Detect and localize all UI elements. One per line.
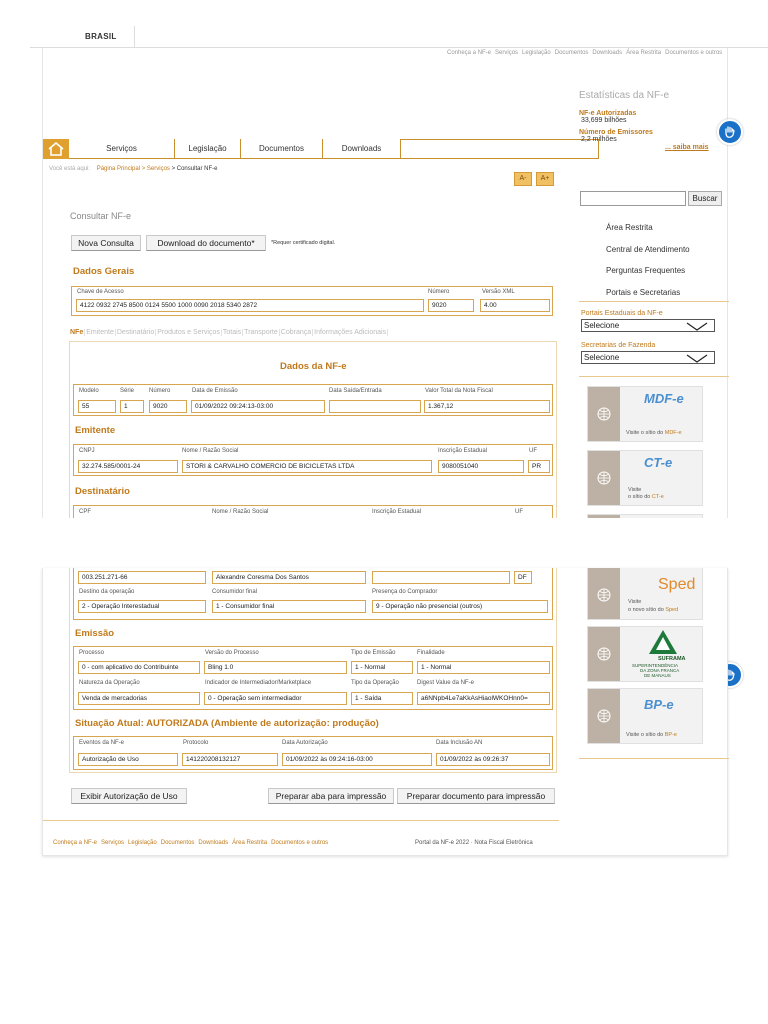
natureza-label: Natureza da Operação (79, 680, 140, 686)
finalidade-value: 1 - Normal (417, 661, 550, 674)
globe-icon (597, 588, 611, 602)
dados-gerais-box (71, 286, 553, 316)
breadcrumb-home[interactable]: Página Principal (96, 166, 141, 172)
accessibility-button[interactable] (717, 119, 743, 145)
consumidor-value: 1 - Consumidor final (212, 600, 366, 613)
brand-label[interactable]: BRASIL (85, 32, 117, 41)
secretarias-select[interactable] (581, 351, 715, 364)
serie-value: 1 (120, 400, 144, 413)
protocolo-value: 141220208132127 (182, 753, 278, 766)
cte-banner[interactable] (587, 450, 703, 506)
tab-informacoes[interactable]: Informações Adicionais (314, 329, 387, 336)
numero-label: Número (428, 289, 450, 295)
suframa-caption-1: SUPERINTENDÊNCIA (632, 663, 679, 668)
data-inclusao-value: 01/09/2022 às 09:26:37 (436, 753, 550, 766)
footer-links (53, 840, 332, 846)
bpe-caption-text: Visite o sítio do (626, 732, 664, 738)
versao-value: 4.00 (480, 299, 550, 312)
download-button[interactable]: Download do documento* (146, 235, 266, 251)
divider (579, 376, 729, 377)
cte-caption-hl: CT-e (651, 494, 664, 500)
sped-banner[interactable] (587, 568, 703, 620)
destinatario-box (73, 568, 553, 620)
situacao-box (73, 736, 553, 770)
preparar-aba-button[interactable]: Preparar aba para impressão (268, 788, 394, 804)
cte-caption-text: o sítio do (628, 494, 651, 500)
destinatario-box-top (73, 505, 553, 518)
breadcrumb-prefix: Você está aqui: (49, 166, 91, 172)
tipo-operacao-value: 1 - Saída (351, 692, 413, 705)
data-autorizacao-value: 01/09/2022 às 09:24:16-03:00 (282, 753, 432, 766)
dados-gerais-title: Dados Gerais (73, 266, 135, 277)
dest-razao-value: Alexandre Coresma Dos Santos (212, 571, 366, 584)
secretarias-label: Secretarias de Fazenda (581, 342, 656, 349)
finalidade-label: Finalidade (417, 650, 445, 656)
mdfe-banner[interactable] (587, 386, 703, 442)
top-link[interactable]: Área Restrita (626, 50, 662, 56)
nova-consulta-button[interactable]: Nova Consulta (71, 235, 141, 251)
tipo-operacao-label: Tipo da Operação (351, 680, 399, 686)
suframa-caption-2: DA ZONA FRANCA (640, 668, 680, 673)
dest-ie-value (372, 571, 510, 584)
modelo-value: 55 (78, 400, 116, 413)
intermediador-label: Indicador de Intermediador/Marketplace (205, 680, 312, 686)
sped-caption-2 (628, 607, 678, 613)
search-button[interactable]: Buscar (688, 191, 722, 206)
footer-copyright: Portal da NF-e 2022 · Nota Fiscal Eletrônica (415, 840, 533, 846)
eventos-label: Eventos da NF-e (79, 740, 125, 746)
footer-link[interactable]: Serviços (101, 840, 125, 846)
consumidor-label: Consumidor final (212, 589, 258, 595)
menu-central-atendimento[interactable]: Central de Atendimento (606, 245, 690, 254)
tab-emitente[interactable]: Emitente (86, 329, 114, 336)
footer-link[interactable]: Documentos e outros (271, 840, 329, 846)
eventos-value: Autorização de Uso (78, 753, 178, 766)
sped-caption-text: o novo sítio do (628, 607, 664, 613)
cnpj-value: 32.274.585/0001-24 (78, 460, 178, 473)
footer-link[interactable]: Downloads (198, 840, 229, 846)
razao-value: STORI & CARVALHO COMERCIO DE BICICLETAS LTDA (182, 460, 432, 473)
sped-caption-hl: Sped (665, 607, 679, 613)
suframa-caption-3: DE MANAUS (644, 673, 671, 678)
uf-label: UF (529, 448, 537, 454)
footer-link[interactable]: Documentos (160, 840, 195, 846)
versao-processo-label: Versão do Processo (205, 650, 259, 656)
serie-label: Série (120, 388, 135, 394)
cpf-label: CPF (79, 509, 91, 515)
footer-link[interactable]: Conheça a NF-e (53, 840, 98, 846)
nav-servicos[interactable]: Serviços (69, 139, 175, 158)
tab-totais[interactable]: Totais (222, 329, 242, 336)
top-link[interactable]: Documentos (554, 50, 589, 56)
mdfe-logo: MDF-e (644, 391, 684, 406)
emissao-box (73, 646, 553, 710)
top-links (447, 50, 726, 56)
menu-perguntas[interactable]: Perguntas Frequentes (606, 266, 686, 275)
search-input[interactable] (580, 191, 686, 206)
emissao-value: 01/09/2022 09:24:13-03:00 (191, 400, 325, 413)
emissores-label: Número de Emissores (579, 129, 653, 136)
mdfe-caption (626, 430, 682, 436)
globe-icon (597, 471, 611, 485)
emissao-title: Emissão (75, 628, 115, 639)
mdfe-caption-text: Visite o sítio do (626, 430, 664, 436)
numero-value: 9020 (428, 299, 474, 312)
dados-nfe-title: Dados da NF-e (280, 361, 347, 372)
suframa-logo: SUFRAMA (658, 656, 686, 662)
cpf-value: 003.251.271-66 (78, 571, 206, 584)
home-button[interactable] (43, 139, 69, 159)
chevron-down-icon (686, 354, 708, 363)
processo-value: 0 - com aplicativo do Contribuinte (78, 661, 200, 674)
chave-value: 4122 0932 2745 8500 0124 5500 1000 0090 2018 5340 2872 (76, 299, 424, 312)
dest-ie-label: Inscrição Estadual (372, 509, 422, 515)
top-link[interactable]: Serviços (495, 50, 519, 56)
processo-label: Processo (79, 650, 105, 656)
banner-strip (588, 387, 620, 441)
numero-label: Número (149, 388, 171, 394)
stats-title: Estatísticas da NF-e (579, 90, 670, 101)
home-icon (48, 142, 64, 156)
ie-label: Inscrição Estadual (438, 448, 488, 454)
dest-razao-label: Nome / Razão Social (212, 509, 269, 515)
hand-icon (723, 125, 737, 139)
nav-legislacao[interactable]: Legislação (175, 139, 241, 158)
nav-downloads[interactable]: Downloads (323, 139, 401, 158)
situacao-title: Situação Atual: AUTORIZADA (Ambiente de autorização: produção) (75, 718, 379, 729)
portais-select-value: Selecione (584, 321, 620, 330)
suframa-banner[interactable] (587, 626, 703, 682)
page-title: Consultar NF-e (70, 211, 132, 221)
dados-nfe-box (73, 384, 553, 416)
top-link[interactable]: Conheça a NF-e (447, 50, 492, 56)
top-link[interactable]: Documentos e outros (665, 50, 723, 56)
chevron-down-icon (686, 322, 708, 331)
tab-destinatario[interactable]: Destinatário (116, 329, 155, 336)
banner-strip (588, 515, 620, 518)
bpe-caption-hl: BP-e (664, 732, 677, 738)
emitente-title: Emitente (75, 425, 116, 436)
cte-logo: CT-e (644, 455, 673, 470)
tipo-emissao-label: Tipo de Emissão (351, 650, 396, 656)
gov-bar (0, 22, 768, 48)
dest-uf-value: DF (514, 571, 532, 584)
sidebar-stats (579, 90, 729, 151)
saiba-mais-link[interactable]: ... saiba mais (665, 144, 709, 151)
intermediador-value: 0 - Operação sem intermediador (204, 692, 347, 705)
tab-nfe[interactable]: NFe (70, 329, 84, 336)
data-inclusao-label: Data Inclusão AN (436, 740, 483, 746)
data-autorizacao-label: Data Autorização (282, 740, 328, 746)
globe-icon (597, 709, 611, 723)
tab-transporte[interactable]: Transporte (244, 329, 278, 336)
banner-strip (588, 451, 620, 505)
bpe-logo: BP-e (644, 697, 674, 712)
modelo-label: Modelo (79, 388, 99, 394)
autorizadas-label: NF-e Autorizadas (579, 110, 637, 117)
digest-label: Digest Value da NF-e (417, 680, 474, 686)
sped-caption-1: Visite (628, 599, 642, 605)
numero-value: 9020 (149, 400, 187, 413)
main-nav (43, 139, 599, 159)
dest-uf-label: UF (515, 509, 523, 515)
banner-strip (588, 568, 620, 619)
autorizadas-value: 33,699 bilhões (581, 117, 627, 124)
breadcrumb (49, 166, 217, 172)
portais-label: Portais Estaduais da NF-e (581, 310, 663, 317)
natureza-value: Venda de mercadorias (78, 692, 200, 705)
page-bottom (42, 568, 728, 856)
tab-cobranca[interactable]: Cobrança (280, 329, 312, 336)
globe-icon (597, 647, 611, 661)
bpe-caption (626, 732, 677, 738)
divider (134, 26, 135, 48)
versao-processo-value: Bling 1.0 (204, 661, 347, 674)
cte-caption-1: Visite (628, 487, 642, 493)
valor-total-label: Valor Total da Nota Fiscal (425, 388, 493, 394)
nav-spacer (401, 139, 599, 158)
divider (579, 301, 729, 302)
uf-value: PR (528, 460, 550, 473)
exibir-autorizacao-button[interactable]: Exibir Autorização de Uso (71, 788, 187, 804)
valor-total-value: 1.367,12 (424, 400, 550, 413)
versao-label: Versão XML (482, 289, 515, 295)
emissores-value: 2,2 milhões (581, 136, 617, 143)
bpe-banner[interactable] (587, 688, 703, 744)
banner-strip (588, 627, 620, 681)
divider (579, 758, 729, 759)
globe-icon (597, 407, 611, 421)
menu-portais[interactable]: Portais e Secretarias (606, 288, 681, 297)
destino-label: Destino da operação (79, 589, 135, 595)
suframa-logo-icon (648, 629, 678, 655)
sped-logo: Sped (658, 576, 696, 593)
cert-note: *Requer certificado digital. (271, 240, 336, 246)
protocolo-label: Protocolo (183, 740, 209, 746)
chave-label: Chave de Acesso (77, 289, 124, 295)
destino-value: 2 - Operação Interestadual (78, 600, 206, 613)
footer-link[interactable]: Área Restrita (232, 840, 268, 846)
emissao-label: Data de Emissão (192, 388, 238, 394)
cnpj-label: CNPJ (79, 448, 95, 454)
tipo-emissao-value: 1 - Normal (351, 661, 413, 674)
ie-value: 9080051040 (438, 460, 524, 473)
page-top (42, 48, 728, 518)
secretarias-select-value: Selecione (584, 353, 620, 362)
top-link[interactable]: Legislação (522, 50, 551, 56)
breadcrumb-services[interactable]: > Serviços (141, 166, 170, 172)
cte-caption-2 (628, 494, 664, 500)
banner-strip (588, 689, 620, 743)
divider (43, 820, 559, 821)
menu-area-restrita[interactable]: Área Restrita (606, 223, 653, 232)
portais-select[interactable] (581, 319, 715, 332)
emitente-box (73, 444, 553, 476)
font-decrease-button[interactable]: A- (514, 172, 532, 186)
presenca-value: 9 - Operação não presencial (outros) (372, 600, 548, 613)
tab-produtos[interactable]: Produtos e Serviços (157, 329, 220, 336)
nav-documentos[interactable]: Documentos (241, 139, 323, 158)
font-increase-button[interactable]: A+ (536, 172, 554, 186)
saida-value (329, 400, 421, 413)
breadcrumb-current: > Consultar NF-e (171, 166, 218, 172)
preparar-documento-button[interactable]: Preparar documento para impressão (397, 788, 555, 804)
destinatario-title: Destinatário (75, 486, 130, 497)
banner-partial (587, 514, 703, 518)
digest-value: a6NNpb4Le7aKkAsHiaolWKOHnn0= (417, 692, 550, 705)
top-link[interactable]: Downloads (592, 50, 623, 56)
razao-label: Nome / Razão Social (182, 448, 239, 454)
saida-label: Data Saída/Entrada (329, 388, 382, 394)
presenca-label: Presença do Comprador (372, 589, 438, 595)
footer-link[interactable]: Legislação (128, 840, 157, 846)
mdfe-caption-hl: MDF-e (664, 430, 682, 436)
